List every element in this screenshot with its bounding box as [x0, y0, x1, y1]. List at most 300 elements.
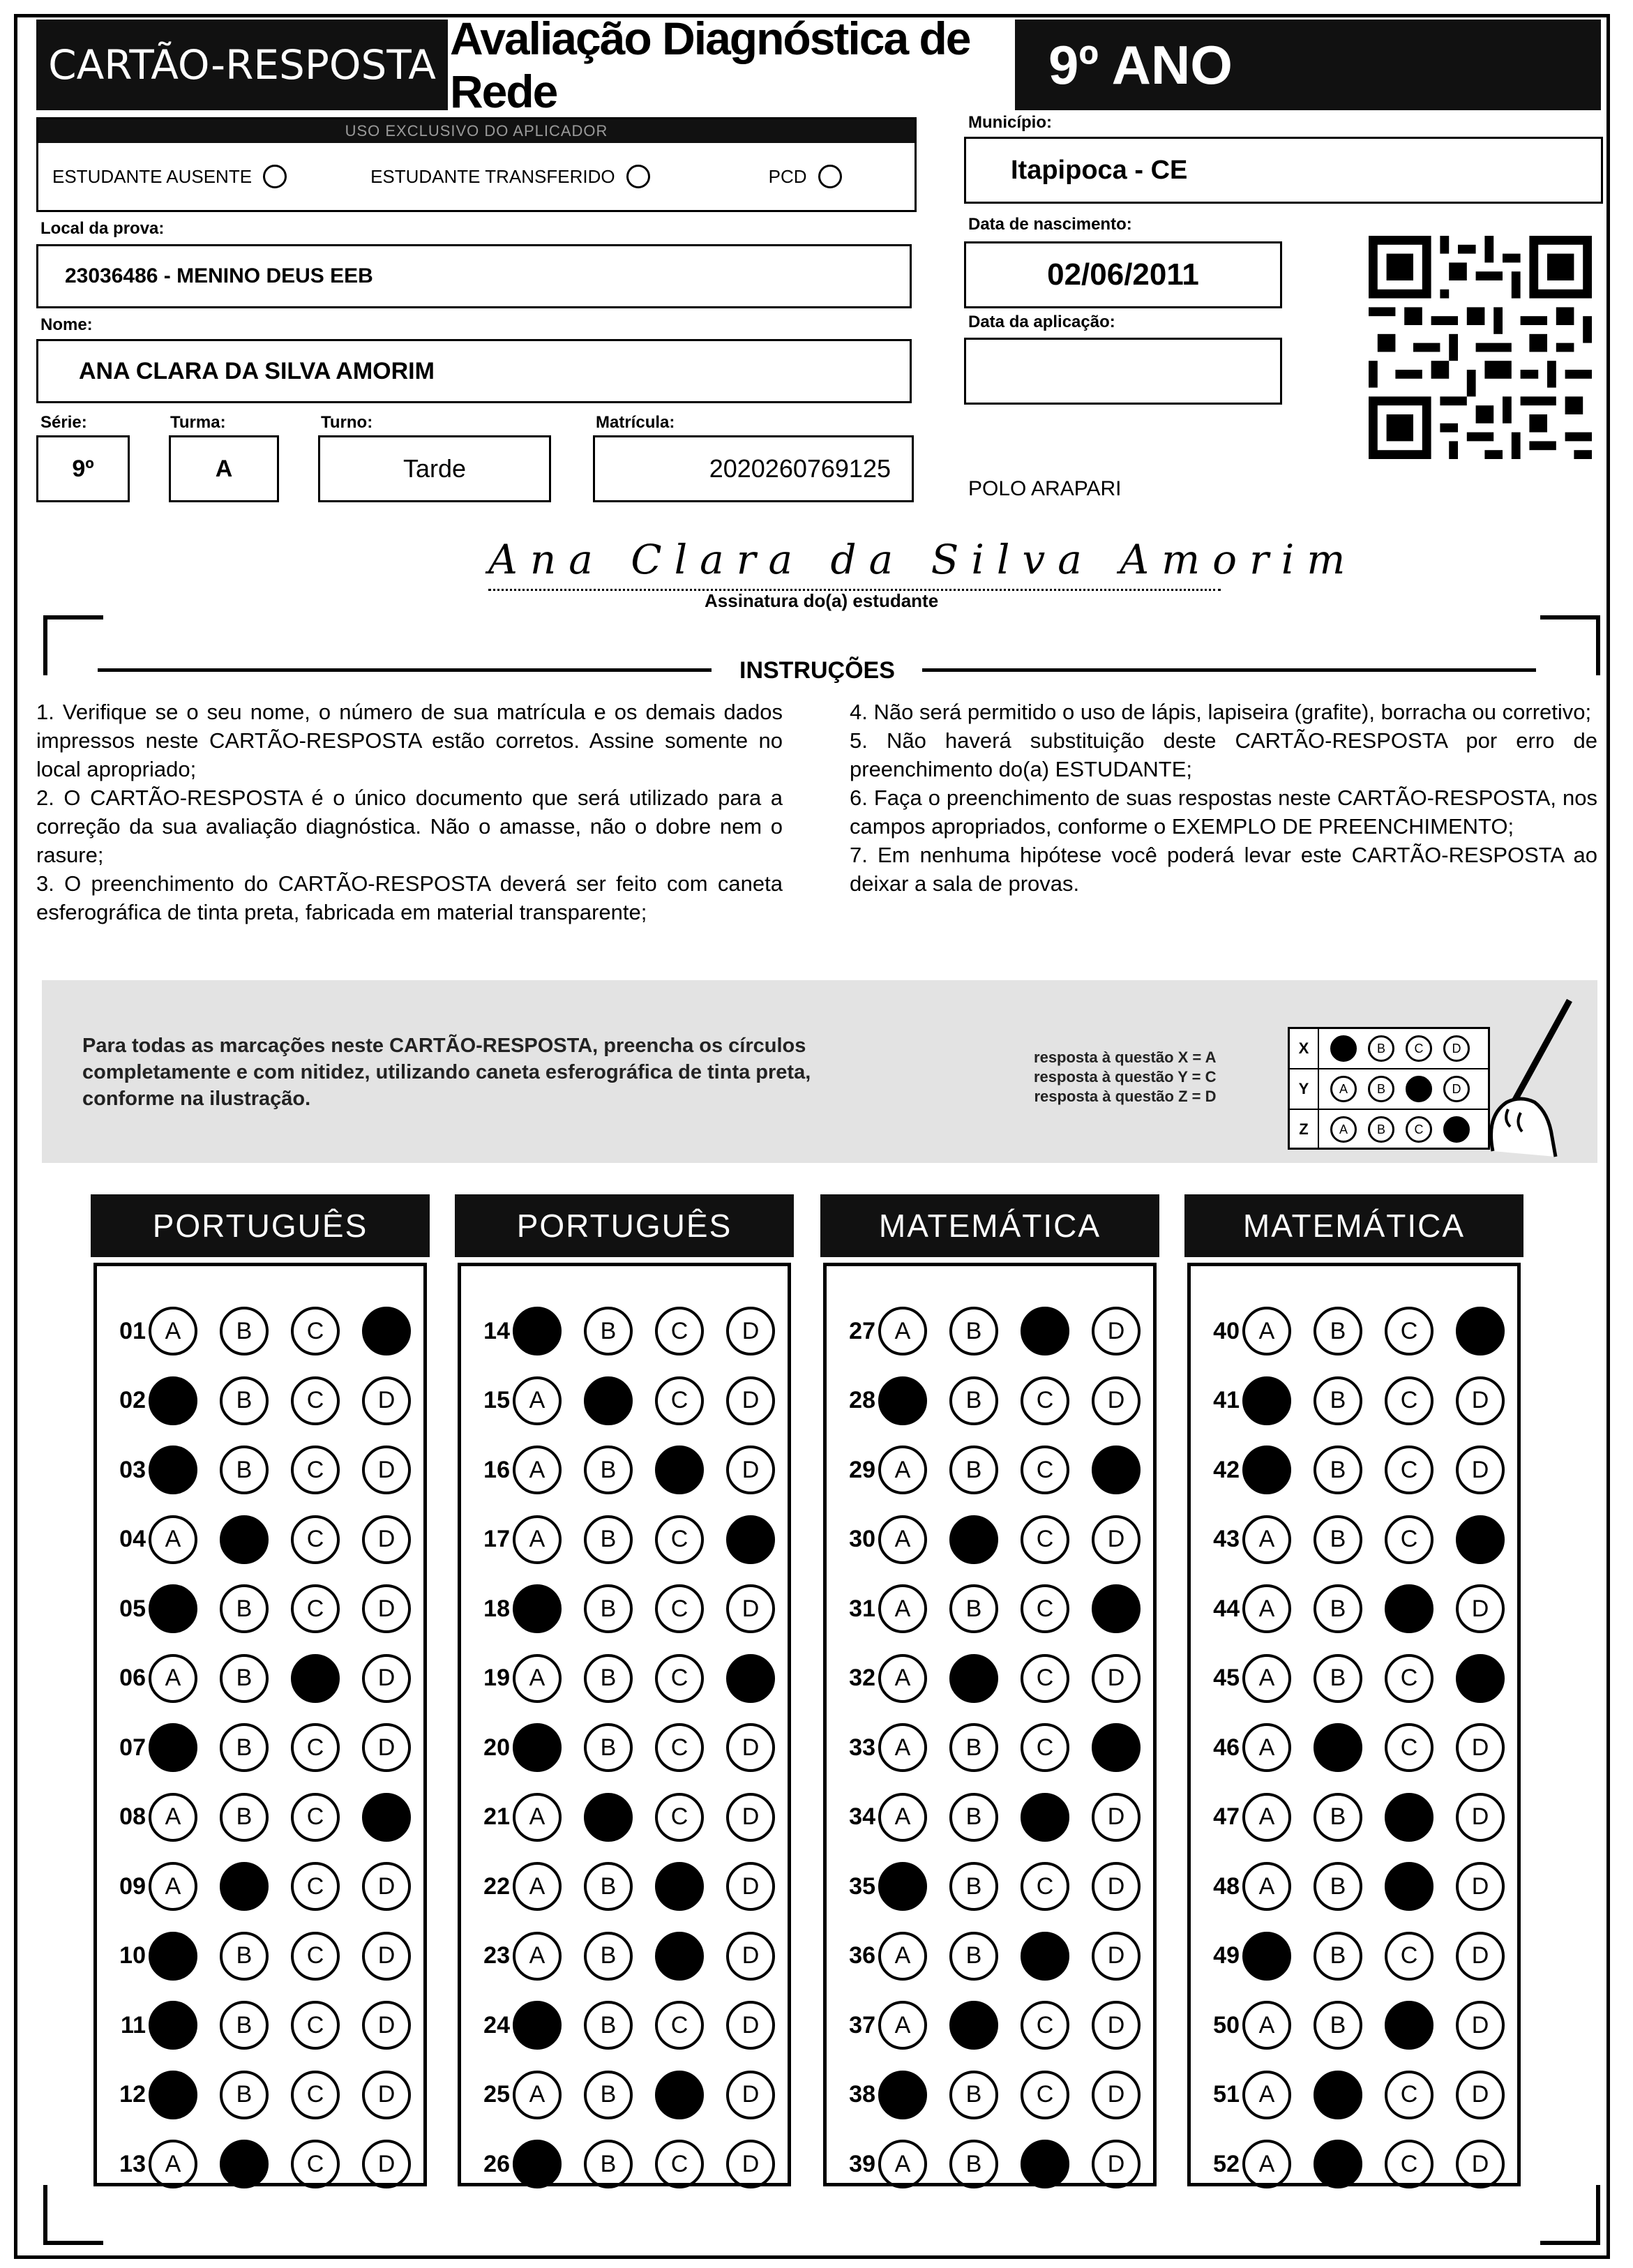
answer-bubble-b[interactable]: B [220, 1307, 269, 1355]
answer-bubble-b[interactable]: B [949, 2001, 998, 2050]
question-row [1196, 1508, 1527, 1571]
question-number: 46 [1213, 1734, 1240, 1761]
answer-bubble-d[interactable]: D [726, 2140, 775, 2188]
question-number: 08 [119, 1803, 146, 1830]
answer-bubble-c[interactable]: C [291, 1654, 340, 1703]
question-number: 17 [483, 1526, 510, 1552]
answer-bubble-c[interactable]: C [1385, 1654, 1433, 1703]
answer-bubble-a[interactable]: A [878, 2140, 927, 2188]
answer-bubble-b[interactable]: B [220, 2140, 269, 2188]
aplicacao-field[interactable] [964, 338, 1282, 405]
answer-bubble-b[interactable]: B [949, 1654, 998, 1703]
answer-bubble-d[interactable]: D [1456, 2140, 1505, 2188]
answer-bubble-c[interactable]: C [291, 2001, 340, 2050]
answer-bubble-b[interactable]: B [1314, 1584, 1362, 1633]
answer-bubble-c[interactable]: C [1021, 1932, 1069, 1981]
answer-bubble-a[interactable]: A [878, 1654, 927, 1703]
bracket-top-right [1540, 615, 1600, 675]
answer-bubble-a[interactable]: A [513, 2140, 562, 2188]
answer-bubble-c[interactable]: C [655, 1723, 704, 1772]
answer-bubble-c[interactable]: C [1385, 1723, 1433, 1772]
answer-bubble-a[interactable]: A [149, 1723, 197, 1772]
answer-bubble-d[interactable]: D [362, 1307, 411, 1355]
example-bubble-a: A [1330, 1035, 1357, 1062]
answer-bubble-c[interactable]: C [1385, 2071, 1433, 2119]
question-row [467, 1994, 797, 2057]
answer-bubble-a[interactable]: A [513, 1307, 562, 1355]
answer-bubble-c[interactable]: C [291, 2140, 340, 2188]
answer-bubble-a[interactable]: A [1242, 2071, 1291, 2119]
absent-checkbox[interactable] [263, 165, 287, 188]
answer-bubble-c[interactable]: C [1021, 2001, 1069, 2050]
question-row [103, 1716, 433, 1779]
answer-bubble-a[interactable]: A [878, 1793, 927, 1842]
answer-bubble-b[interactable]: B [220, 1932, 269, 1981]
answer-bubble-c[interactable]: C [1021, 1793, 1069, 1842]
answer-bubble-b[interactable]: B [584, 1515, 633, 1564]
answer-bubble-c[interactable]: C [291, 2071, 340, 2119]
instructions-rule-left [98, 668, 712, 672]
section-answer-box [93, 1263, 427, 2186]
answer-bubble-d[interactable]: D [1092, 1307, 1141, 1355]
answer-bubble-d[interactable]: D [726, 1515, 775, 1564]
answer-bubble-d[interactable]: D [726, 1793, 775, 1842]
answer-bubble-c[interactable]: C [655, 2071, 704, 2119]
question-number: 52 [1213, 2150, 1240, 2177]
answer-bubble-d[interactable]: D [362, 1584, 411, 1633]
answer-bubble-c[interactable]: C [655, 1376, 704, 1425]
answer-bubble-a[interactable]: A [878, 2071, 927, 2119]
answer-bubble-d[interactable]: D [1456, 1307, 1505, 1355]
answer-bubble-c[interactable]: C [1021, 1376, 1069, 1425]
question-row [103, 1647, 433, 1710]
answer-bubble-c[interactable]: C [291, 1793, 340, 1842]
answer-bubble-d[interactable]: D [1092, 1932, 1141, 1981]
section-title: PORTUGUÊS [91, 1194, 430, 1257]
question-row [1196, 2133, 1527, 2195]
answer-bubble-a[interactable]: A [513, 1515, 562, 1564]
answer-bubble-b[interactable]: B [220, 1376, 269, 1425]
answer-bubble-c[interactable]: C [655, 1584, 704, 1633]
answer-bubble-d[interactable]: D [1092, 1584, 1141, 1633]
answer-bubble-d[interactable]: D [1456, 1515, 1505, 1564]
answer-bubble-d[interactable]: D [1092, 2001, 1141, 2050]
answer-bubble-d[interactable]: D [362, 1515, 411, 1564]
example-row-label: Y [1290, 1069, 1319, 1109]
example-line-y: resposta à questão Y = C [1034, 1068, 1217, 1086]
polo-label: POLO ARAPARI [968, 477, 1122, 500]
answer-bubble-b[interactable]: B [584, 1723, 633, 1772]
answer-bubble-b[interactable]: B [1314, 2001, 1362, 2050]
answer-bubble-c[interactable]: C [655, 1793, 704, 1842]
answer-bubble-c[interactable]: C [655, 2140, 704, 2188]
answer-bubble-b[interactable]: B [584, 1445, 633, 1494]
answer-bubble-b[interactable]: B [584, 2071, 633, 2119]
answer-bubble-a[interactable]: A [149, 2071, 197, 2119]
answer-bubble-d[interactable]: D [1092, 2140, 1141, 2188]
answer-bubble-d[interactable]: D [1456, 1793, 1505, 1842]
name-label: Nome: [40, 315, 93, 334]
question-row [467, 1439, 797, 1501]
pcd-label: PCD [768, 165, 807, 187]
answer-bubble-c[interactable]: C [655, 1932, 704, 1981]
answer-bubble-a[interactable]: A [149, 1515, 197, 1564]
answer-bubble-d[interactable]: D [1456, 1584, 1505, 1633]
answer-bubble-d[interactable]: D [726, 1307, 775, 1355]
answer-bubble-b[interactable]: B [949, 1307, 998, 1355]
answer-bubble-c[interactable]: C [655, 1445, 704, 1494]
answer-bubble-b[interactable]: B [1314, 1862, 1362, 1911]
answer-bubble-b[interactable]: B [220, 1654, 269, 1703]
answer-bubble-c[interactable]: C [1385, 1376, 1433, 1425]
answer-bubble-d[interactable]: D [362, 1654, 411, 1703]
question-row [832, 1647, 1163, 1710]
answer-bubble-d[interactable]: D [1456, 1376, 1505, 1425]
example-bubble-a: A [1330, 1076, 1357, 1102]
answer-bubble-c[interactable]: C [1021, 1862, 1069, 1911]
answer-bubble-b[interactable]: B [949, 1932, 998, 1981]
answer-bubble-d[interactable]: D [1092, 1723, 1141, 1772]
answer-bubble-c[interactable]: C [1021, 1584, 1069, 1633]
answer-bubble-c[interactable]: C [1385, 2140, 1433, 2188]
exam-title: Avaliação Diagnóstica de Rede [450, 20, 1013, 110]
answer-bubble-c[interactable]: C [291, 1723, 340, 1772]
name-value: ANA CLARA DA SILVA AMORIM [79, 357, 435, 384]
answer-bubble-a[interactable]: A [149, 1307, 197, 1355]
question-number: 34 [849, 1803, 875, 1830]
answer-bubble-d[interactable]: D [1092, 1654, 1141, 1703]
nascimento-field [964, 241, 1282, 308]
question-number: 18 [483, 1595, 510, 1622]
section-answer-box [458, 1263, 791, 2186]
answer-bubble-d[interactable]: D [1456, 1654, 1505, 1703]
answer-bubble-a[interactable]: A [513, 1445, 562, 1494]
answer-bubble-a[interactable]: A [149, 1862, 197, 1911]
question-row [832, 2064, 1163, 2126]
answer-bubble-a[interactable]: A [878, 1723, 927, 1772]
answer-bubble-b[interactable]: B [1314, 1932, 1362, 1981]
answer-bubble-d[interactable]: D [1092, 1515, 1141, 1564]
answer-bubble-b[interactable]: B [949, 1862, 998, 1911]
answer-bubble-a[interactable]: A [513, 1654, 562, 1703]
question-row [467, 1925, 797, 1988]
transferred-label: ESTUDANTE TRANSFERIDO [370, 165, 615, 187]
question-number: 20 [483, 1734, 510, 1761]
section-title: MATEMÁTICA [1184, 1194, 1523, 1257]
matricula-field [593, 435, 914, 502]
answer-bubble-b[interactable]: B [949, 1445, 998, 1494]
answer-bubble-a[interactable]: A [1242, 2140, 1291, 2188]
answer-bubble-b[interactable]: B [220, 1584, 269, 1633]
answer-bubble-d[interactable]: D [1092, 1862, 1141, 1911]
instruction-7: 7. Em nenhuma hipótese você poderá levar este CARTÃO-RESPOSTA ao deixar a sala de provas. [850, 843, 1597, 896]
answer-bubble-d[interactable]: D [1092, 2071, 1141, 2119]
answer-bubble-c[interactable]: C [1385, 1862, 1433, 1911]
answer-bubble-b[interactable]: B [220, 1445, 269, 1494]
answer-bubble-a[interactable]: A [149, 2001, 197, 2050]
answer-bubble-b[interactable]: B [1314, 1654, 1362, 1703]
answer-bubble-c[interactable]: C [291, 1862, 340, 1911]
instruction-3: 3. O preenchimento do CARTÃO-RESPOSTA deverá ser feito com caneta esferográfica de tinta preta, fabricada em material transparente; [36, 871, 783, 924]
answer-bubble-c[interactable]: C [291, 1515, 340, 1564]
answer-bubble-c[interactable]: C [1021, 1515, 1069, 1564]
answer-bubble-a[interactable]: A [878, 1584, 927, 1633]
question-number: 06 [119, 1665, 146, 1691]
answer-bubble-a[interactable]: A [1242, 1793, 1291, 1842]
answer-bubble-d[interactable]: D [362, 1793, 411, 1842]
answer-bubble-c[interactable]: C [655, 1307, 704, 1355]
answer-bubble-a[interactable]: A [1242, 2001, 1291, 2050]
answer-bubble-b[interactable]: B [1314, 1445, 1362, 1494]
answer-bubble-b[interactable]: B [949, 1723, 998, 1772]
answer-bubble-d[interactable]: D [1456, 1862, 1505, 1911]
answer-bubble-a[interactable]: A [149, 1584, 197, 1633]
answer-bubble-c[interactable]: C [655, 1862, 704, 1911]
question-row [1196, 1925, 1527, 1988]
answer-bubble-a[interactable]: A [1242, 1445, 1291, 1494]
answer-bubble-a[interactable]: A [513, 1793, 562, 1842]
question-number: 11 [121, 2011, 146, 2038]
answer-bubble-c[interactable]: C [291, 1932, 340, 1981]
answer-bubble-d[interactable]: D [362, 1723, 411, 1772]
answer-bubble-d[interactable]: D [362, 1376, 411, 1425]
answer-bubble-b[interactable]: B [584, 1862, 633, 1911]
bracket-bottom-left [43, 2185, 103, 2245]
answer-bubble-c[interactable]: C [1021, 1445, 1069, 1494]
question-row [1196, 1300, 1527, 1362]
answer-bubble-d[interactable]: D [362, 1445, 411, 1494]
question-row [832, 1855, 1163, 1918]
answer-bubble-a[interactable]: A [1242, 1654, 1291, 1703]
absent-label: ESTUDANTE AUSENTE [52, 165, 253, 187]
answer-bubble-a[interactable]: A [149, 1793, 197, 1842]
answer-bubble-b[interactable]: B [584, 1932, 633, 1981]
answer-bubble-a[interactable]: A [1242, 1515, 1291, 1564]
answer-bubble-d[interactable]: D [726, 1654, 775, 1703]
question-number: 32 [849, 1665, 875, 1691]
question-row [467, 2064, 797, 2126]
question-row [1196, 1716, 1527, 1779]
answer-bubble-c[interactable]: C [1021, 2140, 1069, 2188]
question-number: 25 [483, 2081, 510, 2108]
answer-bubble-c[interactable]: C [291, 1307, 340, 1355]
question-number: 21 [483, 1803, 510, 1830]
answer-bubble-d[interactable]: D [362, 2071, 411, 2119]
answer-bubble-d[interactable]: D [726, 2001, 775, 2050]
answer-bubble-a[interactable]: A [149, 2140, 197, 2188]
answer-bubble-d[interactable]: D [726, 2071, 775, 2119]
signature-handwriting: Ana Clara da Silva Amorim [488, 536, 1358, 583]
answer-bubble-a[interactable]: A [1242, 1932, 1291, 1981]
answer-bubble-a[interactable]: A [513, 2001, 562, 2050]
question-row [832, 1300, 1163, 1362]
local-label: Local da prova: [40, 219, 165, 238]
answer-bubble-b[interactable]: B [1314, 2071, 1362, 2119]
answer-bubble-b[interactable]: B [1314, 1376, 1362, 1425]
instructions-right [850, 698, 1597, 898]
answer-bubble-b[interactable]: B [220, 2071, 269, 2119]
answer-bubble-d[interactable]: D [1456, 1723, 1505, 1772]
name-field [36, 339, 912, 403]
question-row [832, 1369, 1163, 1432]
answer-bubble-d[interactable]: D [362, 1862, 411, 1911]
answer-bubble-d[interactable]: D [726, 1723, 775, 1772]
answer-bubble-b[interactable]: B [949, 1793, 998, 1842]
answer-bubble-a[interactable]: A [1242, 1376, 1291, 1425]
answer-bubble-c[interactable]: C [1021, 1654, 1069, 1703]
question-number: 31 [849, 1595, 875, 1622]
answer-bubble-c[interactable]: C [1385, 2001, 1433, 2050]
answer-bubble-a[interactable]: A [878, 1932, 927, 1981]
answer-bubble-b[interactable]: B [1314, 2140, 1362, 2188]
answer-bubble-d[interactable]: D [726, 1376, 775, 1425]
answer-bubble-c[interactable]: C [1385, 1515, 1433, 1564]
example-row [1290, 1110, 1488, 1149]
answer-bubble-a[interactable]: A [878, 2001, 927, 2050]
signature-area [488, 536, 1358, 591]
answer-bubble-d[interactable]: D [362, 2001, 411, 2050]
answer-bubble-c[interactable]: C [291, 1584, 340, 1633]
grade-label: 9º ANO [1015, 20, 1601, 110]
answer-bubble-a[interactable]: A [1242, 1307, 1291, 1355]
answer-bubble-d[interactable]: D [726, 1584, 775, 1633]
answer-bubble-d[interactable]: D [1456, 2071, 1505, 2119]
answer-bubble-d[interactable]: D [1092, 1376, 1141, 1425]
question-number: 15 [483, 1387, 510, 1413]
answer-bubble-a[interactable]: A [513, 1862, 562, 1911]
answer-bubble-b[interactable]: B [1314, 1515, 1362, 1564]
answer-bubble-d[interactable]: D [362, 2140, 411, 2188]
answer-bubble-d[interactable]: D [726, 1932, 775, 1981]
pcd-checkbox[interactable] [818, 165, 842, 188]
answer-bubble-b[interactable]: B [949, 2071, 998, 2119]
example-bubble-c: C [1406, 1116, 1432, 1143]
turno-field [318, 435, 551, 502]
answer-bubble-b[interactable]: B [584, 2140, 633, 2188]
answer-bubble-a[interactable]: A [513, 2071, 562, 2119]
question-row [103, 1300, 433, 1362]
answer-bubble-a[interactable]: A [149, 1932, 197, 1981]
answer-bubble-c[interactable]: C [1385, 1445, 1433, 1494]
answer-bubble-c[interactable]: C [655, 1654, 704, 1703]
answer-bubble-a[interactable]: A [1242, 1723, 1291, 1772]
answer-bubble-a[interactable]: A [878, 1445, 927, 1494]
answer-bubble-a[interactable]: A [513, 1723, 562, 1772]
answer-bubble-d[interactable]: D [362, 1932, 411, 1981]
answer-bubble-a[interactable]: A [1242, 1862, 1291, 1911]
answer-bubble-a[interactable]: A [513, 1584, 562, 1633]
answer-bubble-b[interactable]: B [949, 1584, 998, 1633]
answer-bubble-b[interactable]: B [220, 1515, 269, 1564]
answer-bubble-a[interactable]: A [1242, 1584, 1291, 1633]
answer-bubble-c[interactable]: C [291, 1376, 340, 1425]
question-number: 38 [849, 2081, 875, 2108]
answer-bubble-d[interactable]: D [1456, 1445, 1505, 1494]
turno-value: Tarde [402, 454, 467, 483]
answer-bubble-a[interactable]: A [878, 1862, 927, 1911]
answer-bubble-b[interactable]: B [584, 2001, 633, 2050]
answer-bubble-b[interactable]: B [220, 2001, 269, 2050]
transferred-checkbox[interactable] [626, 165, 650, 188]
question-number: 33 [849, 1734, 875, 1761]
answer-bubble-c[interactable]: C [1021, 1723, 1069, 1772]
answer-bubble-d[interactable]: D [726, 1862, 775, 1911]
question-number: 41 [1213, 1387, 1240, 1413]
answer-bubble-a[interactable]: A [878, 1376, 927, 1425]
question-row [832, 1716, 1163, 1779]
answer-bubble-d[interactable]: D [1092, 1793, 1141, 1842]
answer-bubble-d[interactable]: D [1456, 1932, 1505, 1981]
answer-bubble-b[interactable]: B [584, 1376, 633, 1425]
answer-bubble-a[interactable]: A [878, 1307, 927, 1355]
answer-bubble-c[interactable]: C [1021, 1307, 1069, 1355]
question-number: 48 [1213, 1872, 1240, 1900]
answer-bubble-c[interactable]: C [291, 1445, 340, 1494]
nascimento-value: 02/06/2011 [1047, 257, 1199, 292]
question-number: 29 [849, 1456, 875, 1483]
answer-bubble-b[interactable]: B [220, 1793, 269, 1842]
answer-bubble-b[interactable]: B [220, 1862, 269, 1911]
example-bubble-b: B [1368, 1116, 1394, 1143]
answer-bubble-b[interactable]: B [1314, 1307, 1362, 1355]
question-number: 50 [1213, 2011, 1240, 2038]
answer-bubble-a[interactable]: A [149, 1376, 197, 1425]
answer-bubble-c[interactable]: C [1021, 2071, 1069, 2119]
instruction-6: 6. Faça o preenchimento de suas respostas neste CARTÃO-RESPOSTA, nos campos apropriados, conforme o EXEMPLO DE PREENCHIMENTO; [850, 786, 1597, 839]
signature-caption: Assinatura do(a) estudante [705, 590, 939, 611]
answer-bubble-a[interactable]: A [513, 1376, 562, 1425]
question-number: 02 [119, 1387, 146, 1413]
bracket-bottom-right [1540, 2185, 1600, 2245]
answer-bubble-b[interactable]: B [949, 1376, 998, 1425]
example-bubble-b: B [1368, 1035, 1394, 1062]
answer-bubble-b[interactable]: B [584, 1654, 633, 1703]
answer-bubble-a[interactable]: A [149, 1654, 197, 1703]
answer-bubble-d[interactable]: D [1456, 2001, 1505, 2050]
answer-bubble-d[interactable]: D [1092, 1445, 1141, 1494]
answer-bubble-d[interactable]: D [726, 1445, 775, 1494]
question-number: 23 [483, 1942, 510, 1969]
answer-bubble-c[interactable]: C [1385, 1307, 1433, 1355]
question-row [832, 1786, 1163, 1849]
question-row [103, 1369, 433, 1432]
answer-bubble-c[interactable]: C [655, 2001, 704, 2050]
instructions-rule-right [922, 668, 1536, 672]
question-number: 09 [119, 1872, 146, 1900]
answer-bubble-a[interactable]: A [513, 1932, 562, 1981]
question-row [1196, 2064, 1527, 2126]
answer-bubble-b[interactable]: B [1314, 1793, 1362, 1842]
question-number: 30 [849, 1526, 875, 1552]
answer-bubble-b[interactable]: B [584, 1584, 633, 1633]
answer-bubble-b[interactable]: B [949, 2140, 998, 2188]
answer-bubble-c[interactable]: C [1385, 1584, 1433, 1633]
answer-bubble-c[interactable]: C [1385, 1793, 1433, 1842]
answer-bubble-b[interactable]: B [584, 1793, 633, 1842]
answer-bubble-a[interactable]: A [149, 1445, 197, 1494]
answer-bubble-c[interactable]: C [655, 1515, 704, 1564]
section-answer-box [823, 1263, 1157, 2186]
answer-bubble-c[interactable]: C [1385, 1932, 1433, 1981]
answer-bubble-b[interactable]: B [1314, 1723, 1362, 1772]
answer-bubble-a[interactable]: A [878, 1515, 927, 1564]
answer-bubble-b[interactable]: B [584, 1307, 633, 1355]
answer-bubble-b[interactable]: B [949, 1515, 998, 1564]
answer-bubble-b[interactable]: B [220, 1723, 269, 1772]
question-number: 16 [483, 1456, 510, 1483]
question-number: 10 [119, 1942, 146, 1969]
question-row [467, 1716, 797, 1779]
